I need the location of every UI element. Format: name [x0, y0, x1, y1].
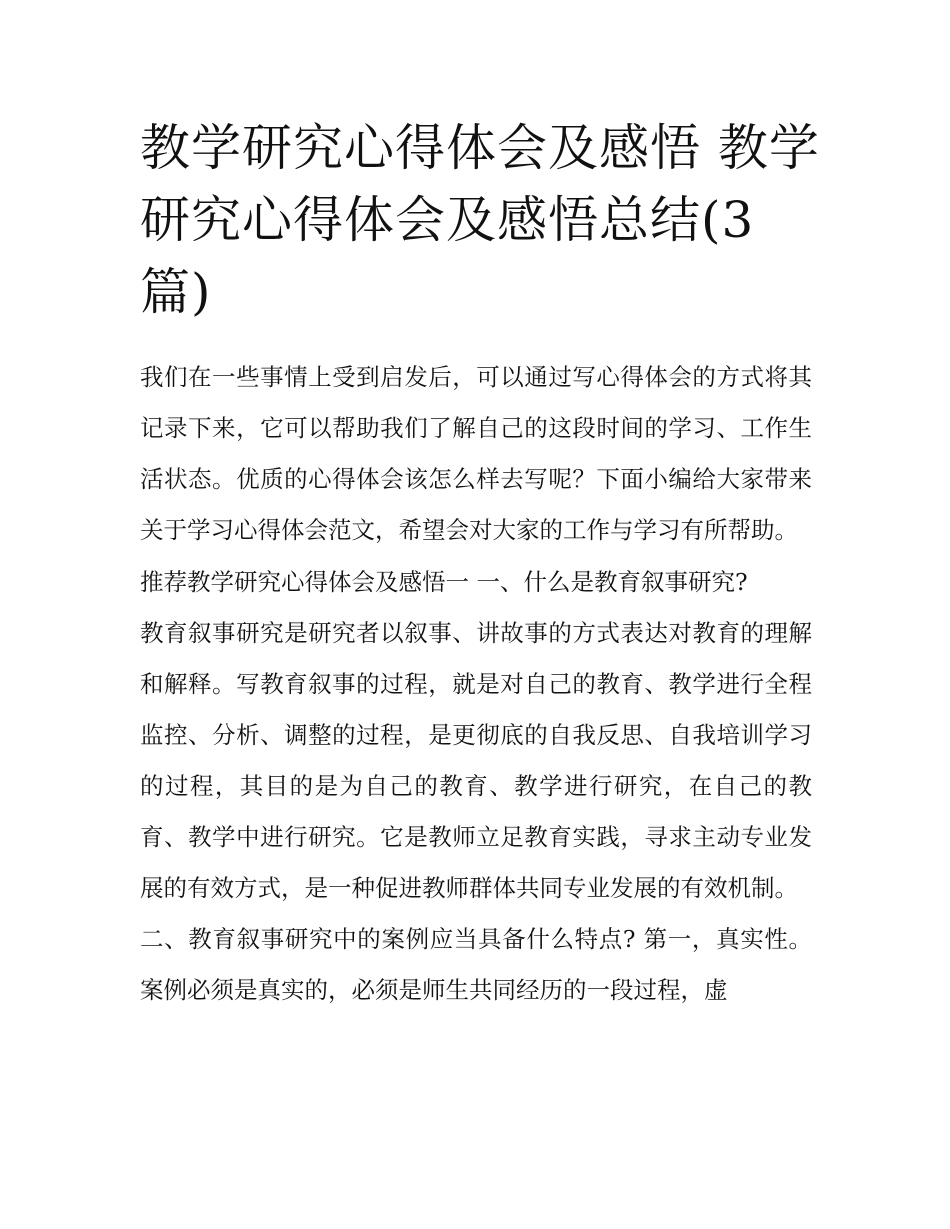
document-body: [140, 352, 812, 1016]
narrative-research-paragraph: 教育叙事研究是研究者以叙事、讲故事的方式表达对教育的理解和解释。写教育叙事的过程，就是对自己的教育、教学进行全程监控、分析、调整的过程，是更彻底的自我反思、自我培训学习的过程，其目的是为自己的教育、教学进行研究，在自己的教育、教学中进行研究。它是教师立足教育实践，寻求主动专业发展的有效方式，是一种促进教师群体共同专业发展的有效机制。: [140, 619, 812, 902]
section-heading-paragraph: 推荐教学研究心得体会及感悟一 一、什么是教育叙事研究?: [140, 568, 748, 596]
case-features-paragraph: 二、教育叙事研究中的案例应当具备什么特点? 第一，真实性。案例必须是真实的，必须是师生共同经历的一段过程，虚: [140, 925, 812, 1004]
intro-paragraph: 我们在一些事情上受到启发后，可以通过写心得体会的方式将其记录下来，它可以帮助我们了解自己的这段时间的学习、工作生活状态。优质的心得体会该怎么样去写呢？下面小编给大家带来关于学习心得体会范文，希望会对大家的工作与学习有所帮助。: [140, 363, 812, 544]
document-title: 教学研究心得体会及感悟 教学研究心得体会及感悟总结(3篇): [140, 119, 820, 321]
